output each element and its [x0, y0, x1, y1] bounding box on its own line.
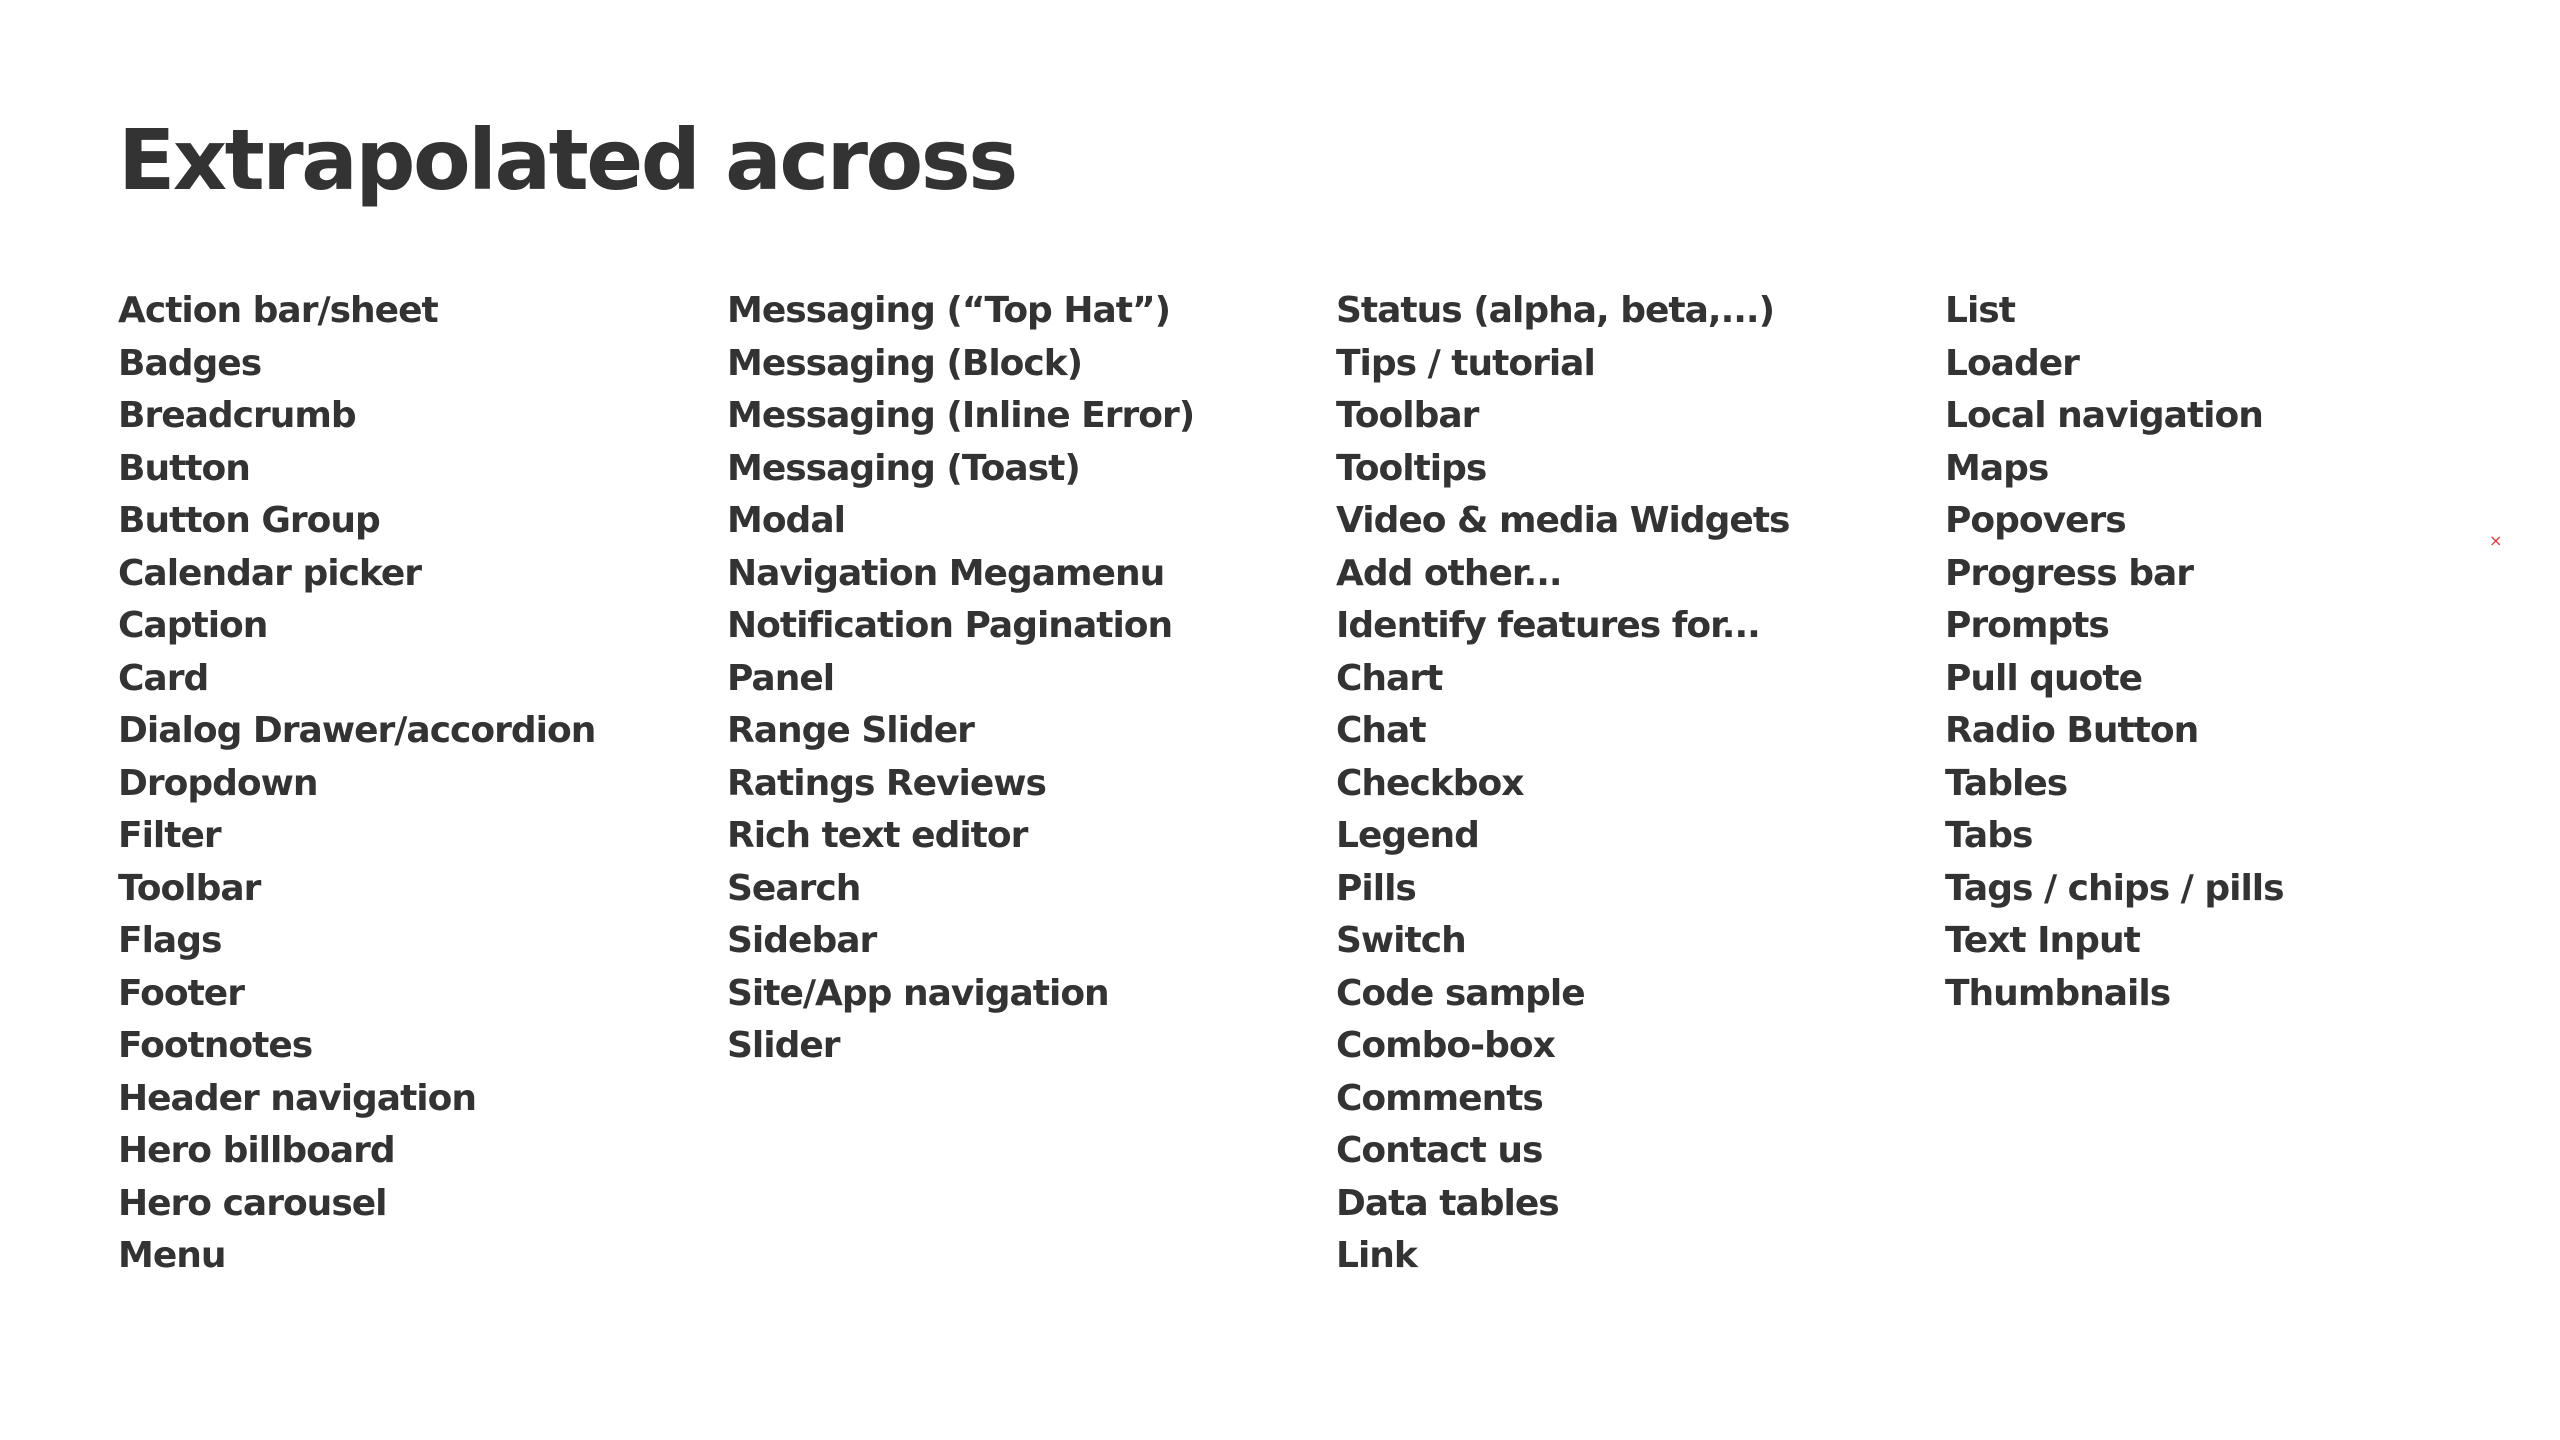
list-item: Rich text editor	[727, 815, 1028, 856]
list-item: Flags	[118, 920, 222, 961]
list-item: Tables	[1945, 762, 2068, 804]
list-item: Video & media Widgets	[1336, 500, 1790, 541]
list-item: Footer	[118, 972, 244, 1014]
list-item: Tips / tutorial	[1336, 342, 1595, 384]
list-item: Checkbox	[1336, 762, 1524, 804]
list-item: Action bar/sheet	[118, 290, 438, 331]
list-item: Hero billboard	[118, 1130, 395, 1171]
list-item: Thumbnails	[1945, 972, 2171, 1014]
list-item: Navigation Megamenu	[727, 552, 1165, 594]
component-list-column-1	[118, 285, 595, 1283]
component-list-column-4	[1945, 285, 2284, 1020]
list-item: Tooltips	[1336, 447, 1487, 489]
list-item: Data tables	[1336, 1182, 1559, 1224]
list-item: Comments	[1336, 1077, 1543, 1119]
list-item: Legend	[1336, 815, 1479, 856]
list-item: Local navigation	[1945, 395, 2263, 436]
list-item: Loader	[1945, 342, 2079, 384]
list-item: Site/App navigation	[727, 972, 1109, 1014]
list-item: Sidebar	[727, 920, 877, 961]
list-item: Hero carousel	[118, 1182, 387, 1224]
list-item: Pills	[1336, 867, 1416, 909]
list-item: Search	[727, 867, 861, 909]
list-item: Range Slider	[727, 710, 974, 751]
list-item: Chart	[1336, 657, 1443, 699]
list-item: Toolbar	[118, 867, 261, 909]
list-item: Caption	[118, 605, 268, 646]
component-list-column-2	[727, 285, 1194, 1073]
list-item: Card	[118, 657, 209, 699]
list-item: Messaging (Inline Error)	[727, 395, 1195, 436]
page-title: Extrapolated across	[118, 111, 1016, 209]
list-item: Prompts	[1945, 605, 2109, 646]
list-item: Status (alpha, beta,...)	[1336, 290, 1775, 331]
list-item: Slider	[727, 1025, 840, 1066]
list-item: Link	[1336, 1235, 1417, 1276]
list-item: Badges	[118, 342, 262, 384]
list-item: Button	[118, 447, 250, 489]
close-icon[interactable]: ×	[2489, 531, 2503, 550]
list-item: Popovers	[1945, 500, 2126, 541]
list-item: Identify features for...	[1336, 605, 1760, 646]
list-item: Footnotes	[118, 1025, 313, 1066]
list-item: Switch	[1336, 920, 1466, 961]
list-item: Calendar picker	[118, 552, 422, 594]
list-item: Dropdown	[118, 762, 318, 804]
list-item: Add other...	[1336, 552, 1562, 594]
list-item: Messaging (Block)	[727, 342, 1083, 384]
list-item: Messaging (Toast)	[727, 447, 1080, 489]
list-item: Chat	[1336, 710, 1426, 751]
list-item: Menu	[118, 1235, 226, 1276]
list-item: List	[1945, 290, 2015, 331]
list-item: Dialog Drawer/accordion	[118, 710, 596, 751]
list-item: Pull quote	[1945, 657, 2142, 699]
list-item: Tabs	[1945, 815, 2033, 856]
list-item: Button Group	[118, 500, 380, 541]
list-item: Combo-box	[1336, 1025, 1555, 1066]
list-item: Text Input	[1945, 920, 2140, 961]
list-item: Breadcrumb	[118, 395, 356, 436]
list-item: Contact us	[1336, 1130, 1543, 1171]
list-item: Toolbar	[1336, 395, 1479, 436]
list-item: Filter	[118, 815, 221, 856]
list-item: Maps	[1945, 447, 2049, 489]
list-item: Modal	[727, 500, 845, 541]
list-item: Notification Pagination	[727, 605, 1173, 646]
list-item: Messaging (“Top Hat”)	[727, 290, 1171, 331]
list-item: Panel	[727, 657, 835, 699]
component-list-column-3	[1336, 285, 1789, 1283]
list-item: Ratings Reviews	[727, 762, 1046, 804]
list-item: Tags / chips / pills	[1945, 867, 2284, 909]
list-item: Code sample	[1336, 972, 1585, 1014]
list-item: Progress bar	[1945, 552, 2194, 594]
list-item: Header navigation	[118, 1077, 477, 1119]
list-item: Radio Button	[1945, 710, 2199, 751]
